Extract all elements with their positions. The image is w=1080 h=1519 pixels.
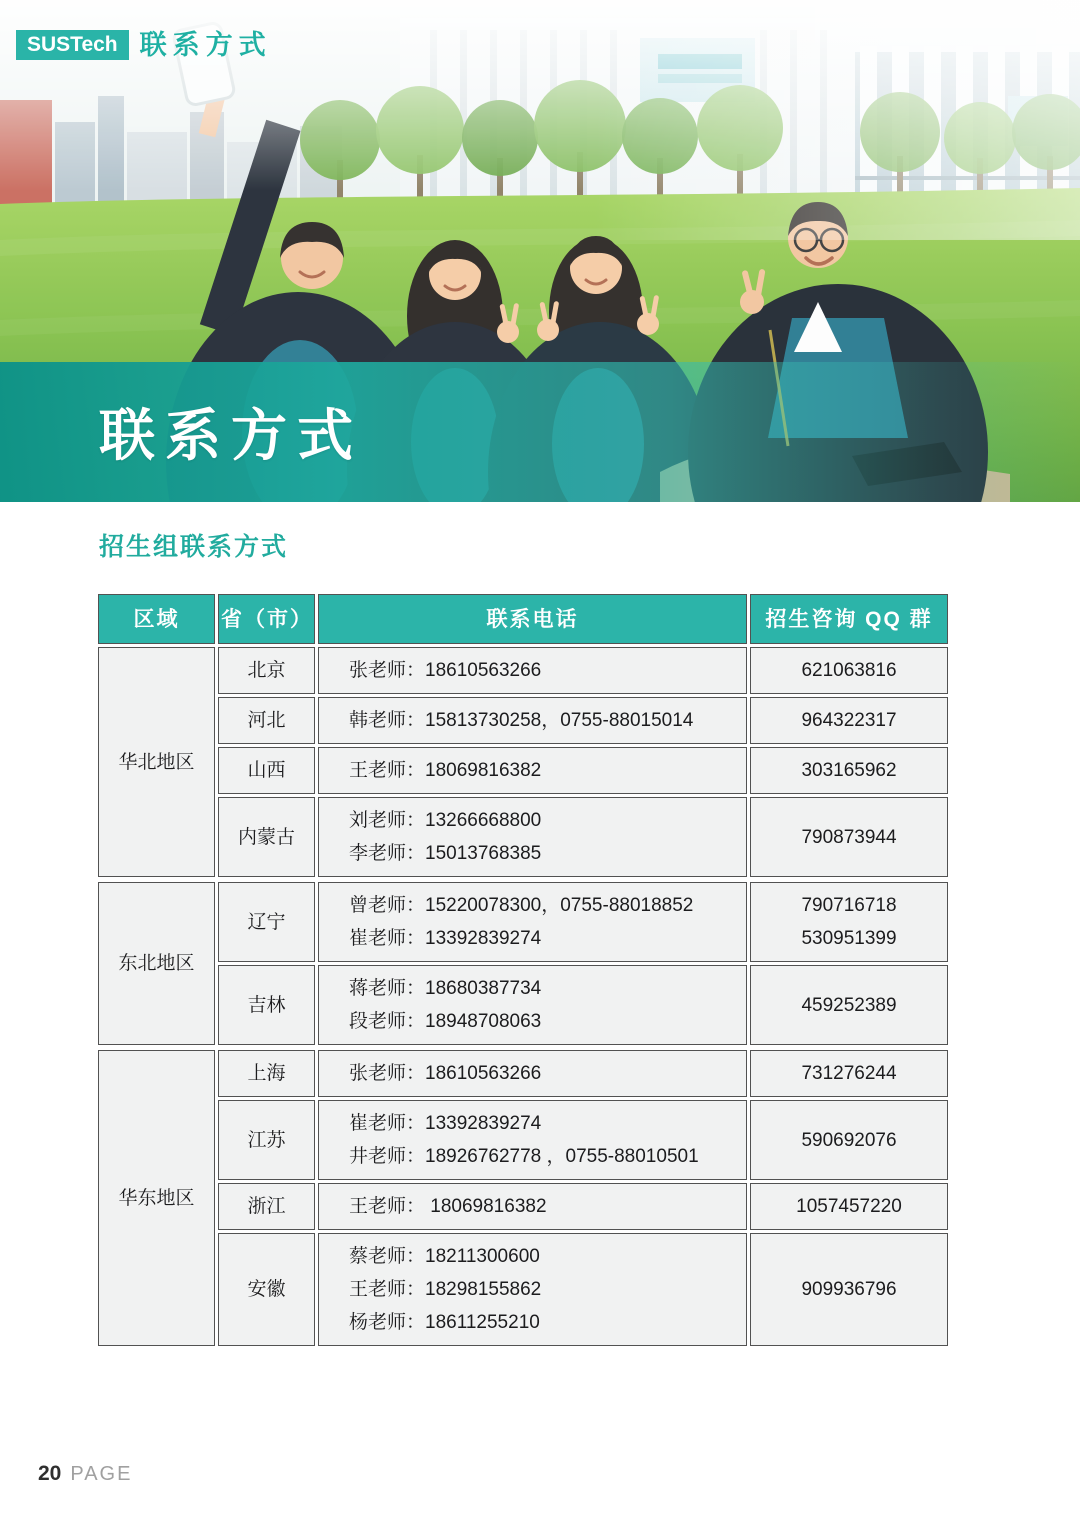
phone-cell-line: 李老师：15013768385 xyxy=(349,843,542,864)
column-header-province: 省（市） xyxy=(218,594,315,644)
column-header-phone: 联系电话 xyxy=(318,594,747,644)
province-cell xyxy=(218,882,315,962)
qq-cell-line: 530951399 xyxy=(801,928,897,949)
qq-cell xyxy=(750,1233,948,1346)
phone-cell-line: 刘老师：13266668800 xyxy=(349,810,542,831)
section-heading: 招生组联系方式 xyxy=(99,533,289,561)
phone-cell-line: 杨老师：18611255210 xyxy=(349,1312,540,1333)
province-cell-line: 内蒙古 xyxy=(237,826,295,848)
page-footer xyxy=(38,1462,132,1486)
province-cell-line: 江苏 xyxy=(247,1129,286,1151)
qq-cell-line: 790873944 xyxy=(801,826,897,848)
phone-cell-line: 段老师：18948708063 xyxy=(349,1011,542,1032)
phone-cell-line: 韩老师：15813730258，0755-88015014 xyxy=(349,710,694,731)
phone-cell-line: 王老师：18298155862 xyxy=(349,1279,542,1300)
region-group xyxy=(98,1050,948,1346)
phone-cell xyxy=(318,965,747,1045)
region-cell-line: 东北地区 xyxy=(118,953,195,974)
qq-cell xyxy=(750,1183,948,1230)
phone-cell-line: 崔老师：13392839274 xyxy=(349,1113,542,1134)
region-cell xyxy=(98,882,215,1045)
province-cell xyxy=(218,1100,315,1180)
page-number-label: PAGE xyxy=(70,1463,133,1485)
contact-table-groups xyxy=(98,647,948,1346)
phone-cell-line: 崔老师：13392839274 xyxy=(349,928,542,949)
qq-cell-line: 909936796 xyxy=(801,1279,897,1300)
page-title: 联系方式 xyxy=(99,404,363,467)
province-cell xyxy=(218,747,315,794)
phone-cell xyxy=(318,1183,747,1230)
phone-cell-line: 王老师：18069816382 xyxy=(349,760,542,781)
qq-cell-line: 731276244 xyxy=(801,1063,897,1084)
hero-photo xyxy=(0,0,1080,502)
province-cell xyxy=(218,647,315,694)
province-cell xyxy=(218,965,315,1045)
province-cell-line: 北京 xyxy=(247,660,286,681)
province-cell xyxy=(218,1050,315,1097)
qq-cell-line: 590692076 xyxy=(801,1129,897,1151)
qq-cell xyxy=(750,1050,948,1097)
phone-cell-line: 张老师：18610563266 xyxy=(349,660,542,681)
qq-cell xyxy=(750,697,948,744)
phone-cell xyxy=(318,747,747,794)
phone-cell-line: 曾老师：15220078300，0755-88018852 xyxy=(349,895,694,916)
phone-cell xyxy=(318,1233,747,1346)
qq-cell-line: 621063816 xyxy=(801,660,897,681)
column-header-region: 区域 xyxy=(98,594,215,644)
province-cell xyxy=(218,1183,315,1230)
qq-cell-line: 1057457220 xyxy=(796,1196,902,1217)
phone-cell-line: 井老师：18926762778 ，0755-88010501 xyxy=(349,1146,699,1167)
qq-cell xyxy=(750,965,948,1045)
phone-cell xyxy=(318,797,747,877)
contact-table-header xyxy=(98,594,948,644)
province-cell-line: 河北 xyxy=(247,710,286,731)
qq-cell xyxy=(750,797,948,877)
phone-cell-line: 张老师：18610563266 xyxy=(349,1063,542,1084)
province-cell-line: 浙江 xyxy=(247,1196,286,1217)
province-cell xyxy=(218,797,315,877)
province-cell-line: 吉林 xyxy=(247,994,286,1016)
phone-cell xyxy=(318,697,747,744)
province-cell-line: 上海 xyxy=(247,1063,286,1084)
phone-cell xyxy=(318,1050,747,1097)
province-cell xyxy=(218,1233,315,1346)
region-cell xyxy=(98,647,215,877)
phone-cell xyxy=(318,882,747,962)
province-cell xyxy=(218,697,315,744)
phone-cell-line: 蒋老师：18680387734 xyxy=(349,978,542,999)
header-section-title: 联系方式 xyxy=(139,29,272,60)
province-cell-line: 山西 xyxy=(247,760,286,781)
qq-cell xyxy=(750,747,948,794)
region-group xyxy=(98,882,948,1045)
region-cell xyxy=(98,1050,215,1346)
phone-cell-line: 王老师： 18069816382 xyxy=(349,1196,547,1217)
phone-cell xyxy=(318,647,747,694)
phone-cell-line: 蔡老师：18211300600 xyxy=(349,1246,540,1267)
hero-title-band xyxy=(0,362,1080,502)
phone-cell xyxy=(318,1100,747,1180)
qq-cell-line: 790716718 xyxy=(801,895,897,916)
qq-cell xyxy=(750,882,948,962)
page-number: 20 xyxy=(38,1462,62,1485)
qq-cell xyxy=(750,647,948,694)
region-group xyxy=(98,647,948,877)
qq-cell-line: 459252389 xyxy=(801,994,897,1016)
qq-cell-line: 964322317 xyxy=(801,710,897,731)
region-cell-line: 华东地区 xyxy=(118,1187,195,1209)
province-cell-line: 安徽 xyxy=(247,1279,286,1300)
column-header-qq: 招生咨询 QQ 群 xyxy=(750,594,948,644)
contact-table xyxy=(98,594,948,1346)
qq-cell-line: 303165962 xyxy=(801,760,897,781)
qq-cell xyxy=(750,1100,948,1180)
brand-row xyxy=(16,30,272,60)
sustech-logo-badge: SUSTech xyxy=(16,30,129,60)
region-cell-line: 华北地区 xyxy=(118,751,195,773)
province-cell-line: 辽宁 xyxy=(247,911,286,933)
